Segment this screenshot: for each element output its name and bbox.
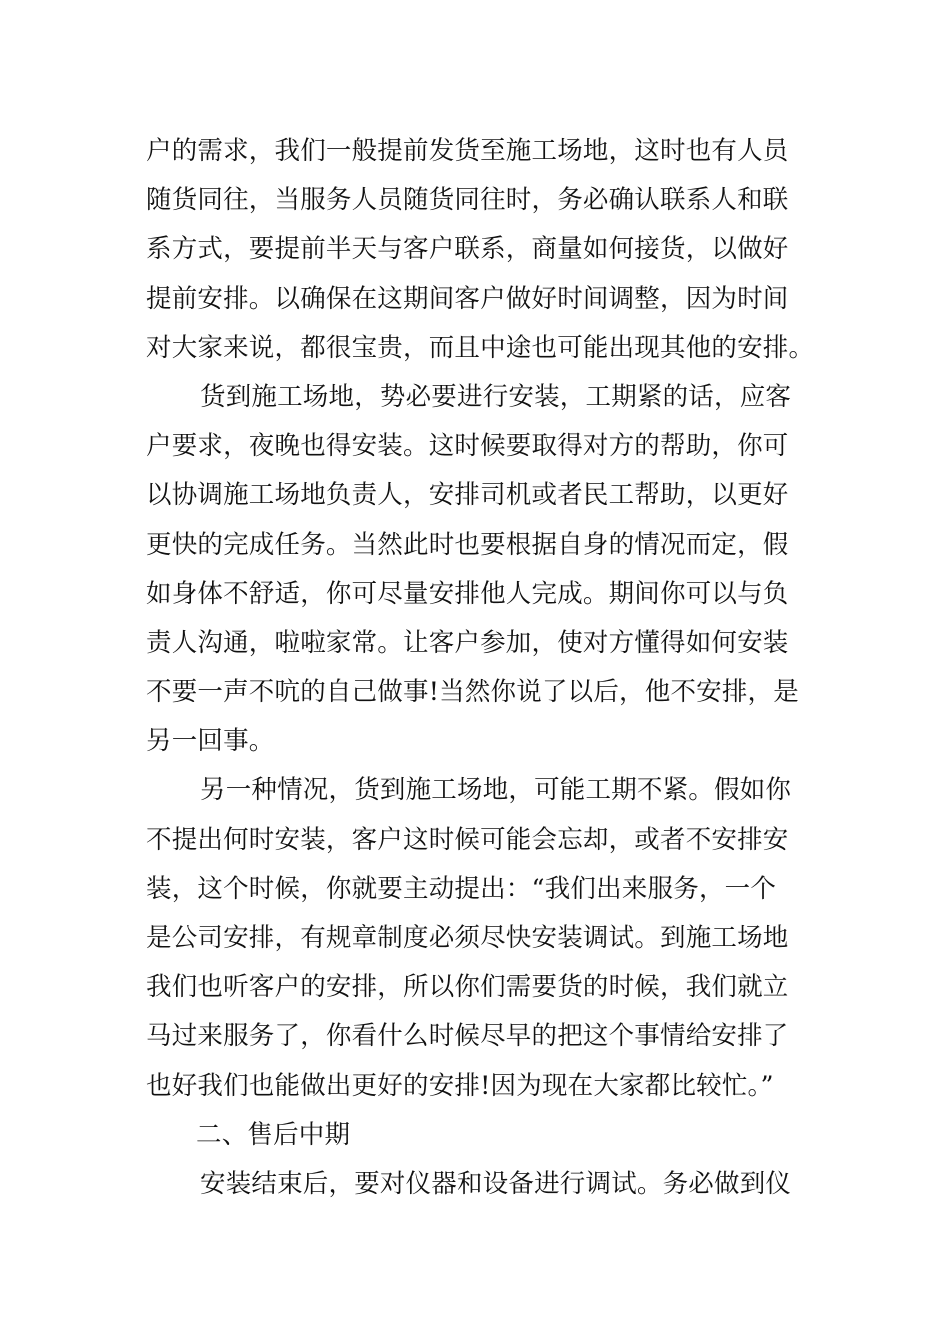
paragraph-first-line: 货到施工场地，势必要进行安装，工期紧的话，应客 (200, 381, 792, 412)
text-line: 户的需求，我们一般提前发货至施工场地，这时也有人员 (146, 136, 789, 166)
text-line: 我们也听客户的安排，所以你们需要货的时候，我们就立 (146, 972, 789, 1003)
section-heading: 二、售后中期 (196, 1119, 351, 1150)
text-line: 提前安排。以确保在这期间客户做好时间调整，因为时间 (146, 283, 789, 314)
text-line: 对大家来说，都很宝贵，而且中途也可能出现其他的安排。 (146, 332, 815, 363)
text-line: 责人沟通，啦啦家常。让客户参加，使对方懂得如何安装 (146, 627, 789, 658)
text-line: 是公司安排，有规章制度必须尽快安装调试。到施工场地 (146, 923, 789, 953)
text-line: 如身体不舒适，你可尽量安排他人完成。期间你可以与负 (146, 578, 789, 609)
paragraph-first-line: 另一种情况，货到施工场地，可能工期不紧。假如你 (200, 775, 792, 806)
text-line: 以协调施工场地负责人，安排司机或者民工帮助，以更好 (146, 480, 789, 511)
body-text (146, 127, 815, 1209)
text-line: 也好我们也能做出更好的安排!因为现在大家都比较忙。” (146, 1070, 774, 1101)
text-line: 马过来服务了，你看什么时候尽早的把这个事情给安排了 (146, 1021, 789, 1052)
paragraph-first-line: 安装结束后，要对仪器和设备进行调试。务必做到仪 (200, 1168, 792, 1199)
text-line: 更快的完成任务。当然此时也要根据自身的情况而定，假 (146, 529, 789, 560)
text-line: 户要求，夜晚也得安装。这时候要取得对方的帮助，你可 (146, 431, 789, 462)
text-line: 系方式，要提前半天与客户联系，商量如何接货，以做好 (146, 234, 789, 265)
text-line: 装，这个时候，你就要主动提出：“我们出来服务，一个 (146, 873, 777, 904)
text-line: 随货同往，当服务人员随货同往时，务必确认联系人和联 (146, 185, 789, 216)
text-line: 不要一声不吭的自己做事!当然你说了以后，他不安排，是 (146, 677, 799, 708)
text-line: 不提出何时安装，客户这时候可能会忘却，或者不安排安 (146, 824, 789, 855)
text-line: 另一回事。 (146, 726, 275, 757)
